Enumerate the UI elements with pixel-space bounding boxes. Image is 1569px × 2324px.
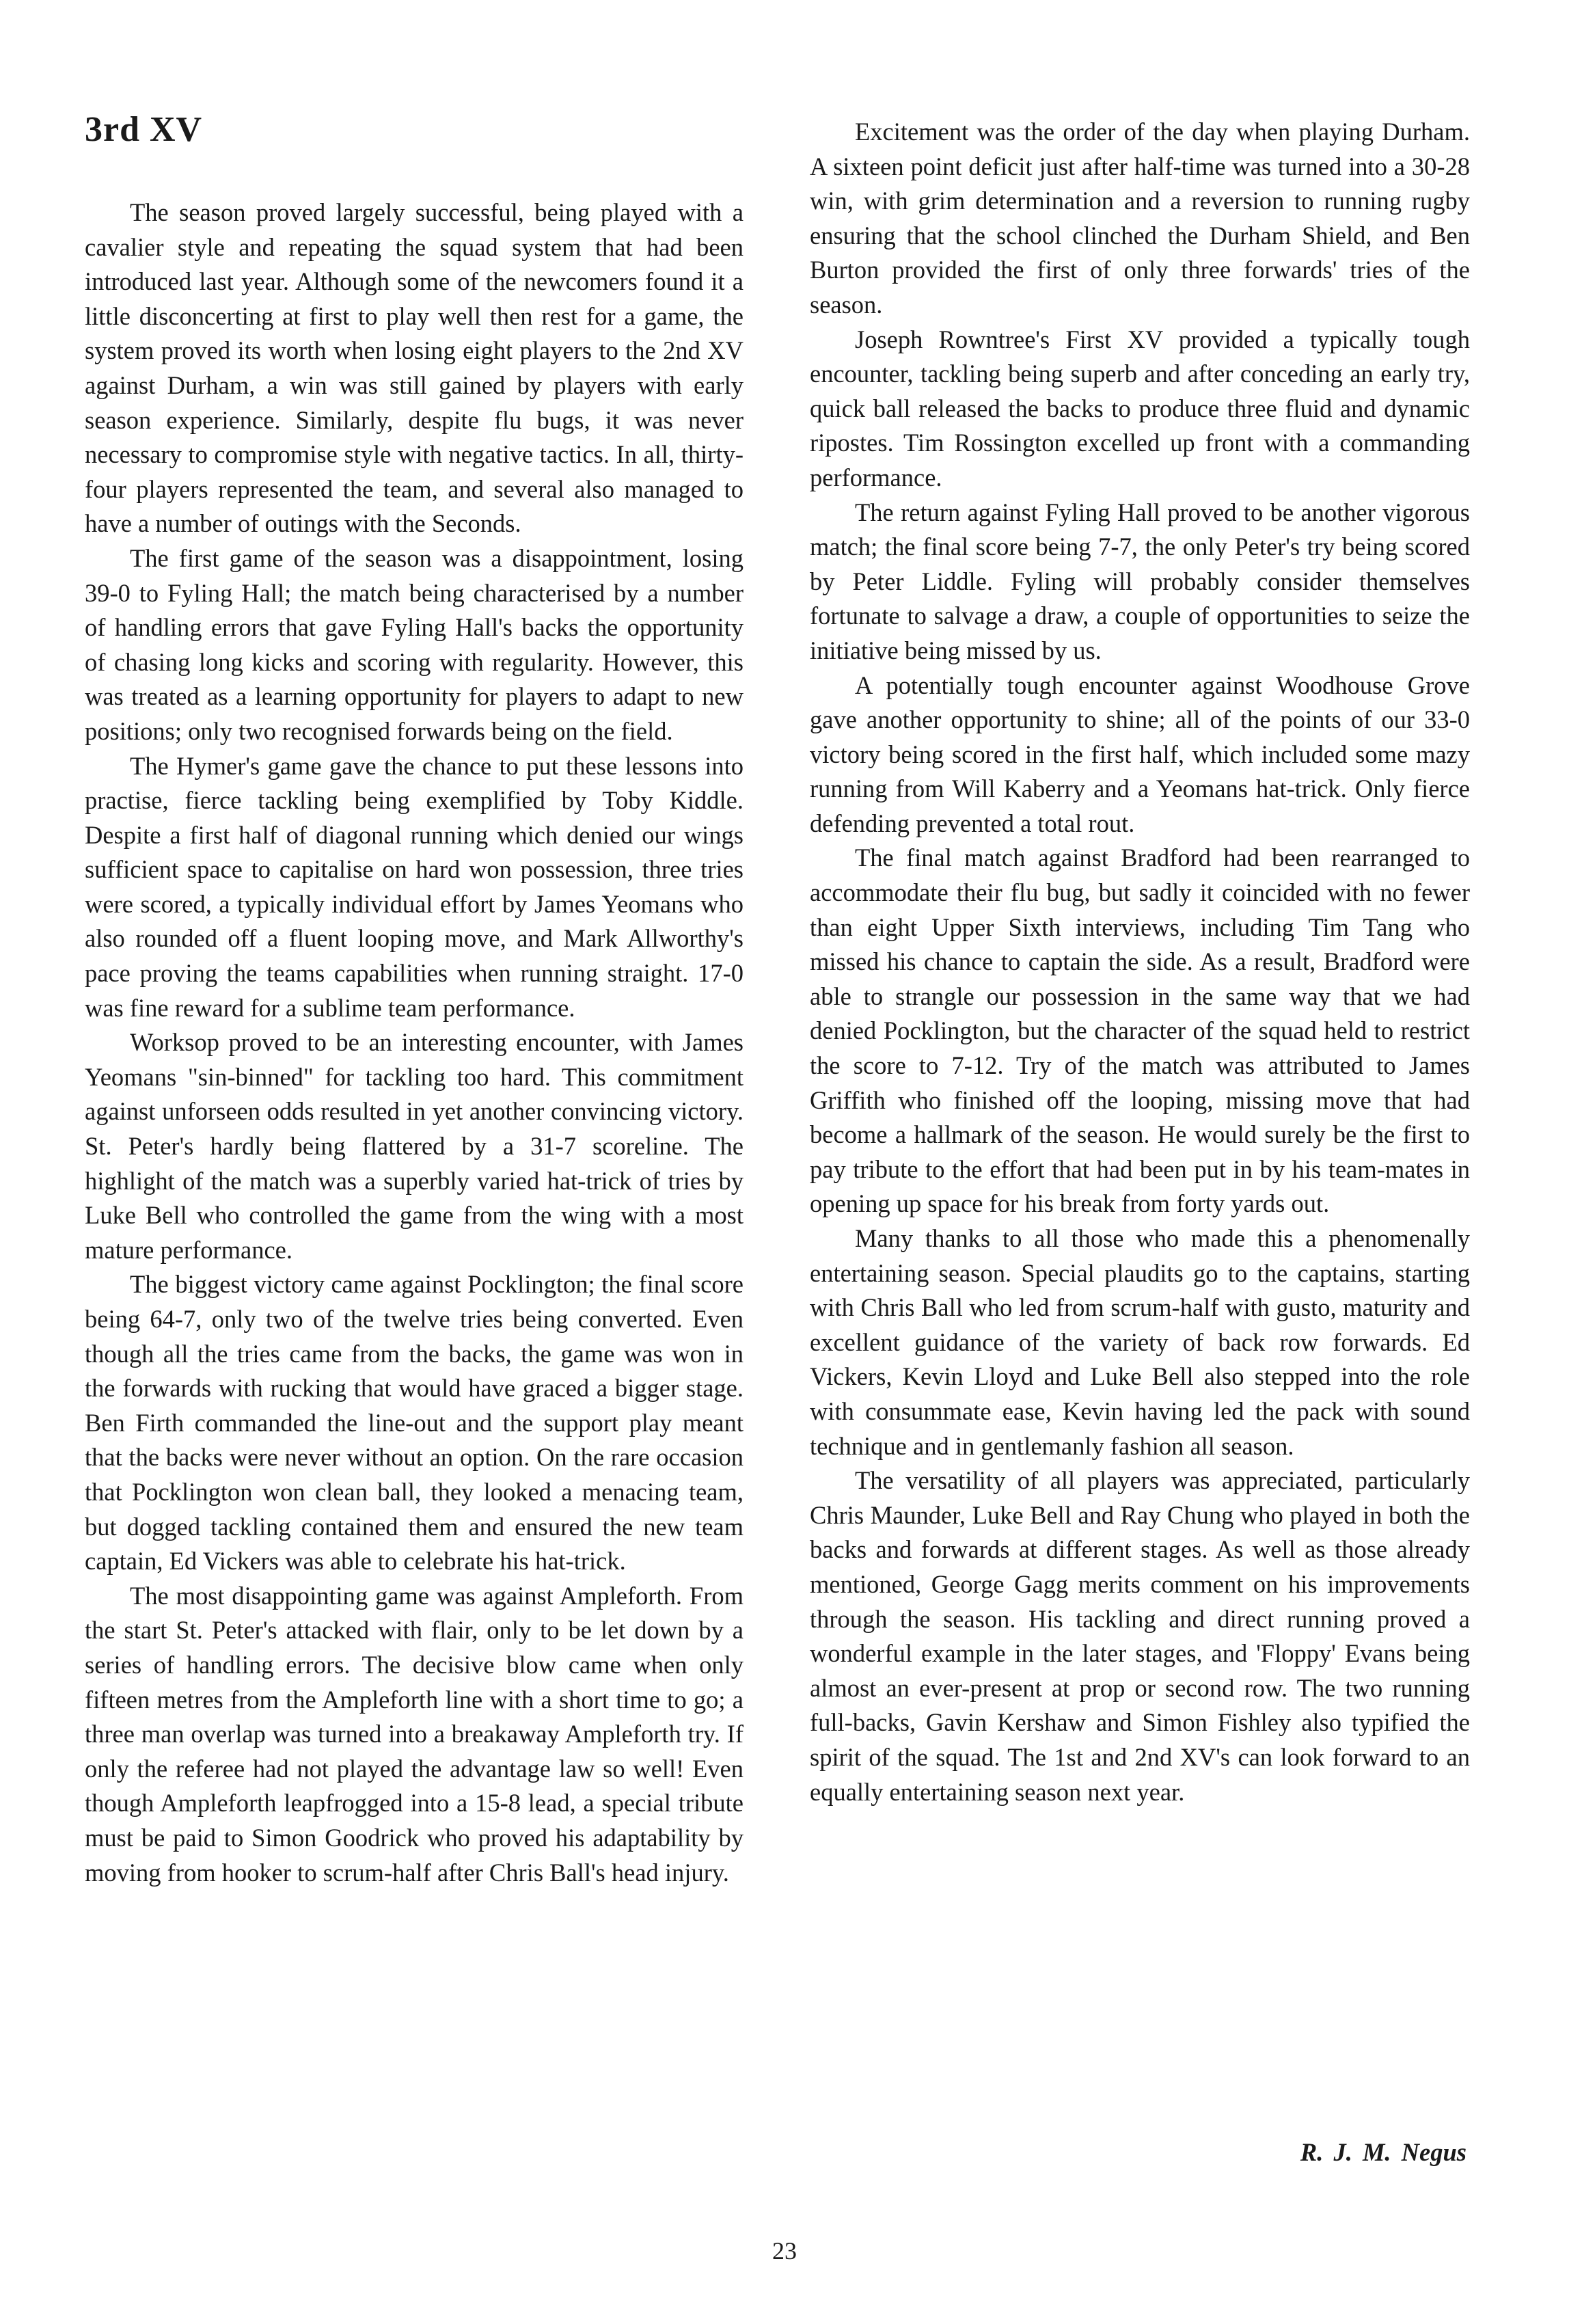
paragraph: The Hymer's game gave the chance to put these lessons into practise, fierce tackling being exemplified by Toby Kiddle. Despite a first half of diagonal running which denied our wings sufficient space to capitalise on hard won possession, three tries were scored, a typically individual effort by James Yeomans who also rounded off a fluent looping move, and Mark Allworthy's pace proving the teams capabilities when running straight. 17-0 was fine reward for a sublime team performance. <box>85 751 743 1022</box>
paragraph: A potentially tough encounter against Woodhouse Grove gave another opportunity to shine; all of the points of our 33-0 victory being scored in the first half, which included some mazy running from Will Kaberry and a Yeomans hat-trick. Only fierce defending prevented a total rout. <box>810 671 1470 837</box>
paragraph: The season proved largely successful, being played with a cavalier style and repeating the squad system that had been introduced last year. Although some of the newcomers found it a little disconcerting at first to play well then rest for a game, the system proved its worth when losing eight players to the 2nd XV against Durham, a win was still gained by players with early season experience. Similarly, despite flu bugs, it was never necessary to compromise style with negative tactics. In all, thirty-four players represented the team, and several also managed to have a number of outings with the Seconds. <box>85 198 743 538</box>
paragraph: The return against Fyling Hall proved to be another vigorous match; the final score being 7-7, the only Peter's try being scored by Peter Liddle. Fyling will probably consider themselves fortunate to salvage a draw, a couple of opportunities to seize the initiative being missed by us. <box>810 498 1470 664</box>
paragraph: Excitement was the order of the day when playing Durham. A sixteen point deficit just after half-time was turned into a 30-28 win, with grim determination and a reversion to running rugby ensuring that the school clinched the Durham Shield, and Ben Burton provided the first of only three forwards' tries of the season. <box>810 118 1470 319</box>
left-column <box>85 195 743 1890</box>
paragraph: The most disappointing game was against Ampleforth. From the start St. Peter's attacked with flair, only to be let down by a series of handling errors. The decisive blow came when only fifteen metres from the Ampleforth line with a short time to go; a three man overlap was turned into a breakaway Ampleforth try. If only the referee had not played the advantage law so well! Even though Ampleforth leapfrogged into a 15-8 lead, a special tribute must be paid to Simon Goodrick who proved his adaptability by moving from hooker to scrum-half after Chris Ball's head injury. <box>85 1581 743 1887</box>
paragraph: Many thanks to all those who made this a phenomenally entertaining season. Special plaudits go to the captains, starting with Chris Ball who led from scrum-half with gusto, maturity and excellent guidance of the variety of back row forwards. Ed Vickers, Kevin Lloyd and Luke Bell also stepped into the role with consummate ease, Kevin having led the pack with sound technique and in gentlemanly fashion all season. <box>810 1224 1470 1460</box>
author-signature: R. J. M. Negus <box>1300 2138 1466 2166</box>
page-number: 23 <box>772 2237 797 2265</box>
paragraph: The biggest victory came against Pocklington; the final score being 64-7, only two of the twelve tries being converted. Even though all the tries came from the backs, the game was won in the forwards with rucking that would have graced a bigger stage. Ben Firth commanded the line-out and the support play meant that the backs were never without an option. On the rare occasion that Pocklington won clean ball, they looked a menacing team, but dogged tackling contained them and ensured the new team captain, Ed Vickers was able to celebrate his hat-trick. <box>85 1270 743 1576</box>
paragraph: Joseph Rowntree's First XV provided a typically tough encounter, tackling being superb and after conceding an early try, quick ball released the backs to produce three fluid and dynamic ripostes. Tim Rossington excelled up front with a commanding performance. <box>810 325 1470 491</box>
article-title: 3rd XV <box>85 110 203 149</box>
paragraph: The final match against Bradford had been rearranged to accommodate their flu bug, but sadly it coincided with no fewer than eight Upper Sixth interviews, including Tim Tang who missed his chance to captain the side. As a result, Bradford were able to strangle our possession in the same way that we had denied Pocklington, but the character of the squad held to restrict the score to 7-12. Try of the match was attributed to James Griffith who finished off the looping, missing move that had become a hallmark of the season. He would surely be the first to pay tribute to the effort that had been put in by his team-mates in opening up space for his break from forty yards out. <box>810 843 1470 1218</box>
paragraph: Worksop proved to be an interesting encounter, with James Yeomans "sin-binned" for tackling too hard. This commitment against unforseen odds resulted in yet another convincing victory. St. Peter's hardly being flattered by a 31-7 scoreline. The highlight of the match was a superbly varied hat-trick of tries by Luke Bell who controlled the game from the wing with a most mature performance. <box>85 1028 743 1264</box>
right-column <box>810 115 1470 1809</box>
paragraph: The first game of the season was a disappointment, losing 39-0 to Fyling Hall; the match being characterised by a number of handling errors that gave Fyling Hall's backs the opportunity of chasing long kicks and scoring with regularity. However, this was treated as a learning opportunity for players to adapt to new positions; only two recognised forwards being on the field. <box>85 543 743 745</box>
paragraph: The versatility of all players was appreciated, particularly Chris Maunder, Luke Bell and Ray Chung who played in both the backs and forwards at different stages. As well as those already mentioned, George Gagg merits comment on his improvements through the season. His tackling and direct running proved a wonderful example in the later stages, and 'Floppy' Evans being almost an ever-present at prop or second row. The two running full-backs, Gavin Kershaw and Simon Fishley also typified the spirit of the squad. The 1st and 2nd XV's can look forward to an equally entertaining season next year. <box>810 1466 1470 1806</box>
